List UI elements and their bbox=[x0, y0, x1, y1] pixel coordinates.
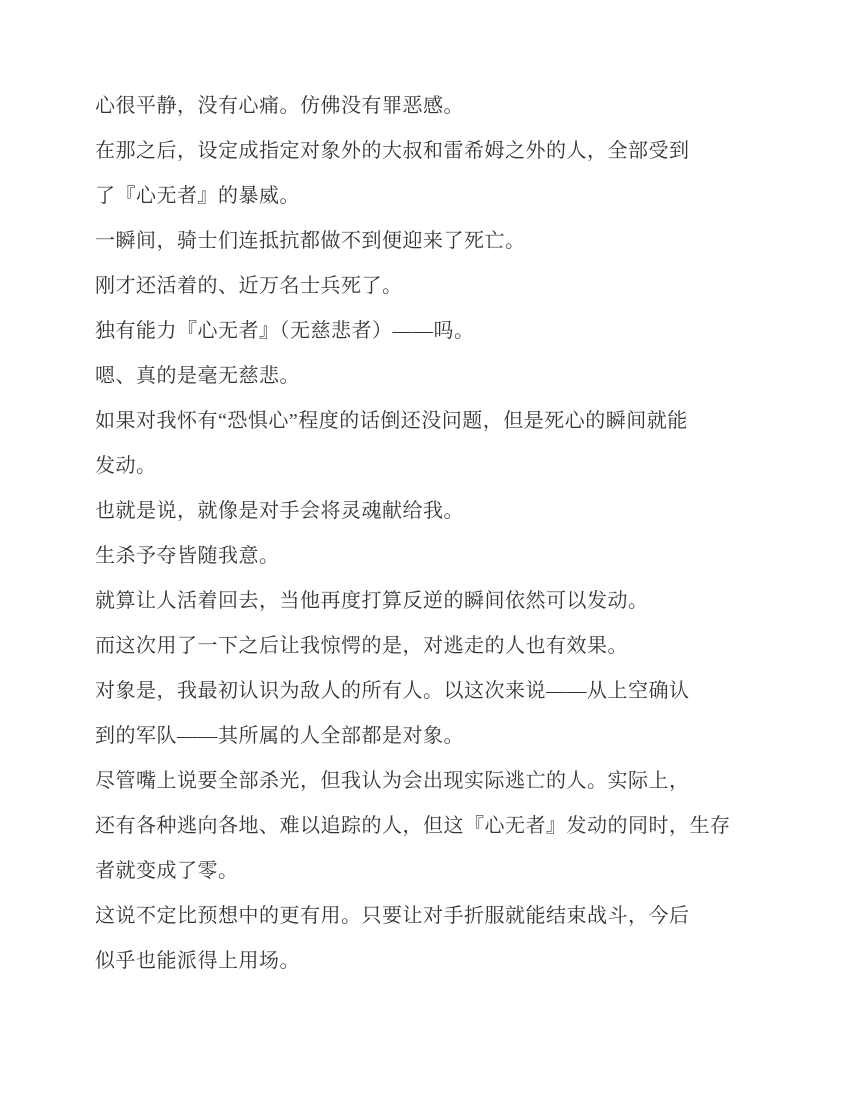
text-line: 这说不定比预想中的更有用。只要让对手折服就能结束战斗，今后 bbox=[95, 905, 690, 927]
text-line: 对象是，我最初认识为敌人的所有人。以这次来说——从上空确认 bbox=[95, 680, 690, 702]
text-line: 也就是说，就像是对手会将灵魂献给我。 bbox=[95, 500, 464, 522]
text-line: 嗯、真的是毫无慈悲。 bbox=[95, 365, 300, 387]
text-line: 刚才还活着的、近万名士兵死了。 bbox=[95, 275, 403, 297]
text-line: 似乎也能派得上用场。 bbox=[95, 950, 300, 972]
text-line: 而这次用了一下之后让我惊愕的是，对逃走的人也有效果。 bbox=[95, 635, 628, 657]
text-line: 在那之后，设定成指定对象外的大叔和雷希姆之外的人，全部受到 bbox=[95, 140, 690, 162]
text-line: 生杀予夺皆随我意。 bbox=[95, 545, 280, 567]
text-line: 了『心无者』的暴威。 bbox=[95, 185, 300, 207]
text-line: 到的军队——其所属的人全部都是对象。 bbox=[95, 725, 464, 747]
text-line: 者就变成了零。 bbox=[95, 860, 239, 882]
text-line: 如果对我怀有“恐惧心”程度的话倒还没问题，但是死心的瞬间就能 bbox=[95, 410, 688, 432]
text-line: 心很平静，没有心痛。仿佛没有罪恶感。 bbox=[95, 95, 464, 117]
text-line: 发动。 bbox=[95, 455, 157, 477]
text-line: 独有能力『心无者』（无慈悲者）——吗。 bbox=[95, 320, 475, 342]
text-line: 就算让人活着回去，当他再度打算反逆的瞬间依然可以发动。 bbox=[95, 590, 649, 612]
text-line: 一瞬间，骑士们连抵抗都做不到便迎来了死亡。 bbox=[95, 230, 526, 252]
text-line: 尽管嘴上说要全部杀光，但我认为会出现实际逃亡的人。实际上， bbox=[95, 770, 690, 792]
document-page bbox=[95, 84, 775, 984]
text-line: 还有各种逃向各地、难以追踪的人，但这『心无者』发动的同时，生存 bbox=[95, 815, 731, 837]
